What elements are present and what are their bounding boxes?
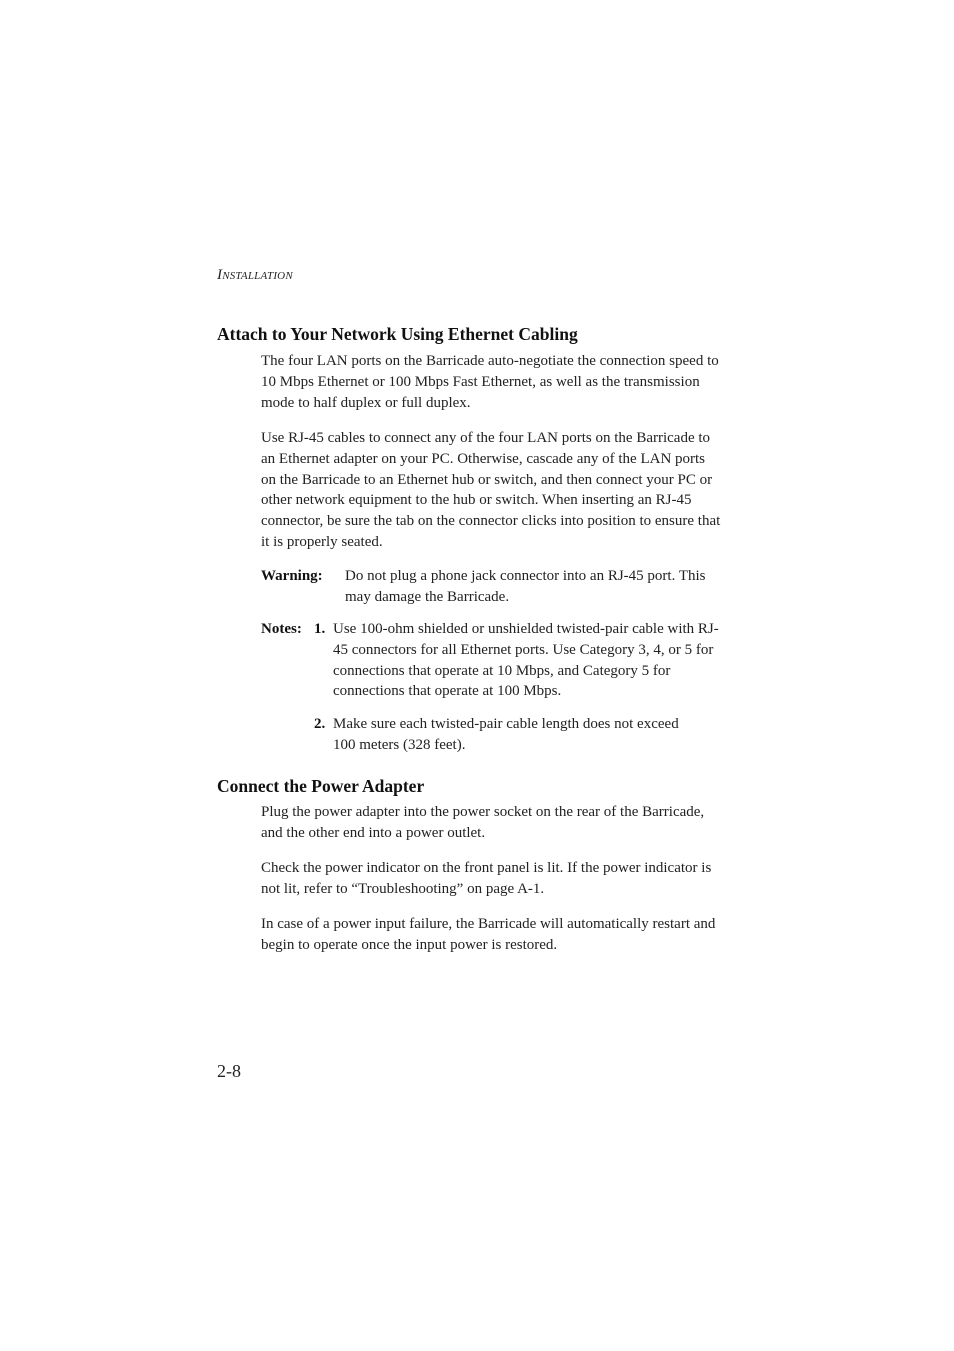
note-number: 1. [314, 621, 326, 637]
paragraph-rj45-cables: Use RJ-45 cables to connect any of the four LAN ports on the Barricade to an Ethernet adapter on your PC. Otherwise, cascade any of the LAN ports on the Barricade to an Ethernet hub or switch, and then connect your PC or other network equipment to the hub or switch. When inserting an RJ-45 connector, be sure the tab on the connector clicks into position to ensure that it is properly seated. [261, 430, 721, 550]
paragraph-power-adapter: Plug the power adapter into the power socket on the rear of the Barricade, and the other end into a power outlet. [261, 804, 705, 841]
paragraph-power-failure: In case of a power input failure, the Barricade will automatically restart and begin to operate once the input power is restored. [261, 916, 716, 953]
warning-text: Do not plug a phone jack connector into an RJ-45 port. This may damage the Barricade. [345, 568, 706, 605]
section-heading-ethernet: Attach to Your Network Using Ethernet Cabling [217, 324, 578, 344]
note-number: 2. [314, 716, 326, 732]
note-text: Use 100-ohm shielded or unshielded twisted-pair cable with RJ-45 connectors for all Ethernet ports. Use Category 3, 4, or 5 for connections that operate at 10 Mbps, and Category 5 for connections that operate at 100 Mbps. [333, 621, 719, 700]
section-heading-power: Connect the Power Adapter [217, 776, 425, 796]
note-text: Make sure each twisted-pair cable length does not exceed 100 meters (328 feet). [333, 716, 679, 753]
paragraph-auto-negotiate: The four LAN ports on the Barricade auto-negotiate the connection speed to 10 Mbps Ethernet or 100 Mbps Fast Ethernet, as well as the transmission mode to half duplex or full duplex. [261, 353, 719, 411]
page-number: 2-8 [217, 1061, 241, 1081]
notes-label: Notes: [261, 621, 302, 637]
paragraph-power-indicator: Check the power indicator on the front panel is lit. If the power indicator is not lit, refer to “Troubleshooting” on page A-1. [261, 860, 712, 897]
warning-label: Warning: [261, 568, 323, 584]
running-head: Installation [217, 267, 293, 283]
